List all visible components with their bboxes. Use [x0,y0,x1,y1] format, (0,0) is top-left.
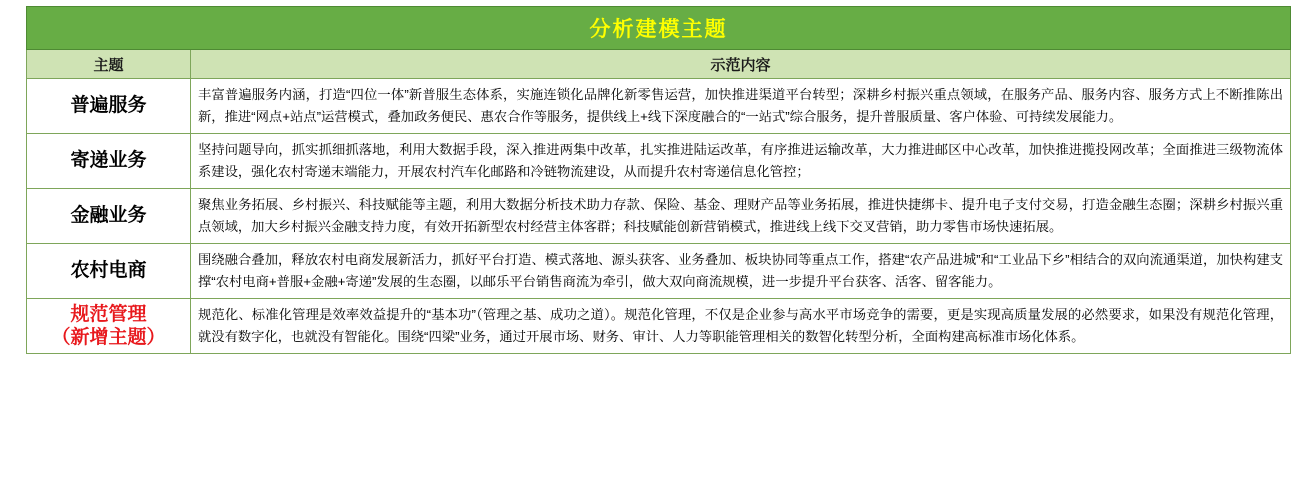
table-row [27,189,1291,244]
table-row [27,134,1291,189]
table-row [27,244,1291,299]
topic-content: 规范化、标准化管理是效率效益提升的“基本功”（管理之基、成功之道）。规范化管理，不仅是企业参与高水平市场竞争的需要，更是实现高质量发展的必然要求，如果没有规范化管理，就没有数字化，也就没有智能化。围绕“四梁”业务，通过开展市场、财务、审计、人力等职能管理相关的数智化转型分析，全面构建高标准市场化体系。 [191,299,1291,354]
column-header-content: 示范内容 [191,50,1291,79]
table-row [27,79,1291,134]
topic-content: 丰富普遍服务内涵，打造“四位一体”新普服生态体系，实施连锁化品牌化新零售运营，加快推进渠道平台转型；深耕乡村振兴重点领域，在服务产品、服务内容、服务方式上不断推陈出新，推进“网点+站点”运营模式，叠加政务便民、惠农合作等服务，提供线上+线下深度融合的“一站式”综合服务，提升普服质量、客户体验、可持续发展能力。 [191,79,1291,134]
topic-label: 农村电商 [27,244,191,299]
table-title-row [27,7,1291,50]
table-title: 分析建模主题 [27,7,1291,50]
analysis-topics-table [26,6,1291,354]
topic-label: 金融业务 [27,189,191,244]
topic-label: 普遍服务 [27,79,191,134]
topic-content: 聚焦业务拓展、乡村振兴、科技赋能等主题，利用大数据分析技术助力存款、保险、基金、理财产品等业务拓展，推进快捷绑卡、提升电子支付交易，打造金融生态圈；深耕乡村振兴重点领域，加大乡村振兴金融支持力度，有效开拓新型农村经营主体客群；科技赋能创新营销模式，推进线上线下交叉营销，助力零售市场快速拓展。 [191,189,1291,244]
topic-content: 围绕融合叠加，释放农村电商发展新活力，抓好平台打造、模式落地、源头获客、业务叠加、板块协同等重点工作，搭建“农产品进城”和“工业品下乡”相结合的双向流通渠道，加快构建支撑“农村电商+普服+金融+寄递”发展的生态圈，以邮乐平台销售商流为牵引，做大双向商流规模，进一步提升平台获客、活客、留客能力。 [191,244,1291,299]
column-header-topic: 主题 [27,50,191,79]
table-header-row [27,50,1291,79]
topic-content: 坚持问题导向，抓实抓细抓落地，利用大数据手段，深入推进两集中改革，扎实推进陆运改革，有序推进运输改革，大力推进邮区中心改革，加快推进揽投网改革；全面推进三级物流体系建设，强化农村寄递末端能力，开展农村汽车化邮路和冷链物流建设，从而提升农村寄递信息化管控； [191,134,1291,189]
topic-label: 寄递业务 [27,134,191,189]
table-row [27,299,1291,354]
topic-label: 规范管理 （新增主题） [27,299,191,354]
